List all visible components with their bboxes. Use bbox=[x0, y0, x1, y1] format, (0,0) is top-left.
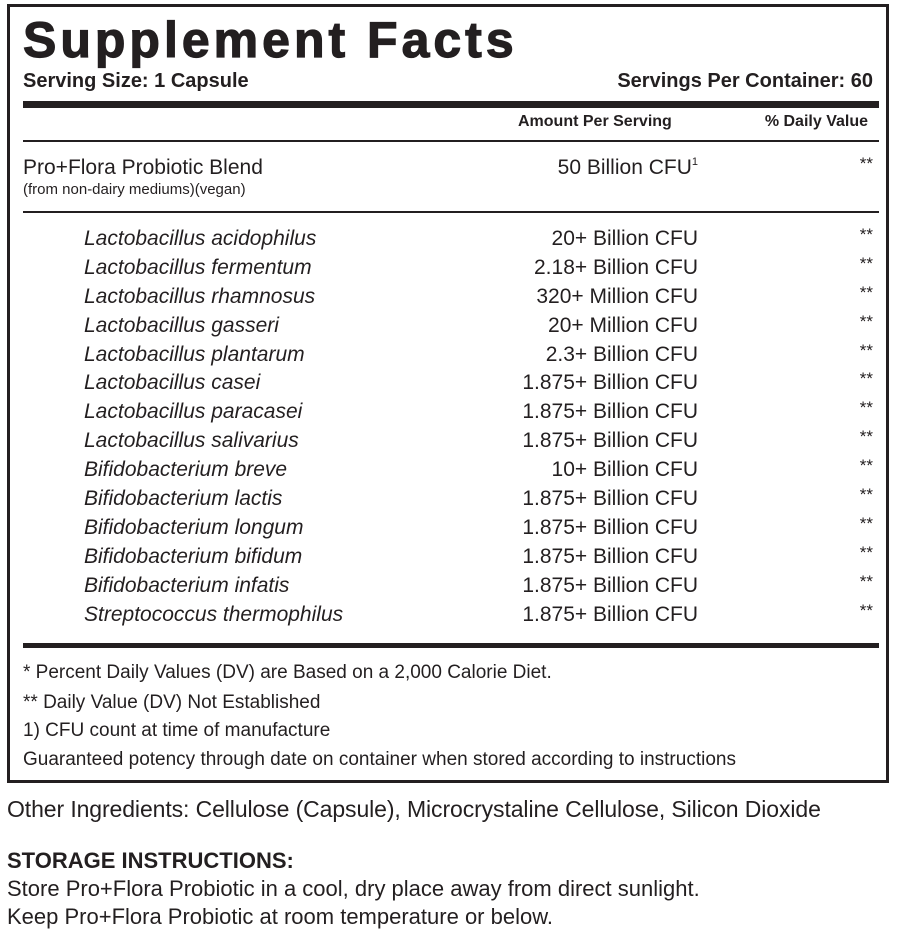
ingredient-daily-value: ** bbox=[859, 542, 873, 562]
ingredient-amount: 1.875+ Billion CFU bbox=[522, 515, 698, 539]
blend-name: Pro+Flora Probiotic Blend bbox=[23, 156, 263, 179]
blend-footnote-mark: 1 bbox=[691, 156, 698, 168]
serving-size: Serving Size: 1 Capsule bbox=[23, 70, 249, 92]
divider-thin bbox=[23, 140, 879, 142]
ingredient-daily-value: ** bbox=[859, 456, 873, 476]
divider-thin bbox=[23, 211, 879, 213]
panel-title: Supplement Facts bbox=[23, 12, 518, 68]
ingredient-daily-value: ** bbox=[859, 311, 873, 331]
ingredient-amount: 1.875+ Billion CFU bbox=[522, 573, 698, 597]
ingredient-daily-value: ** bbox=[859, 340, 873, 360]
ingredient-amount: 2.18+ Billion CFU bbox=[534, 255, 698, 279]
ingredient-row bbox=[10, 400, 886, 429]
ingredient-name: Bifidobacterium bifidum bbox=[84, 544, 303, 568]
blend-amount-value: 50 Billion CFU bbox=[557, 156, 692, 179]
ingredient-row bbox=[10, 340, 886, 372]
ingredient-row bbox=[10, 371, 886, 400]
ingredient-row bbox=[10, 253, 886, 285]
ingredient-name: Lactobacillus paracasei bbox=[84, 400, 303, 424]
ingredient-name: Bifidobacterium breve bbox=[84, 458, 288, 482]
ingredient-daily-value: ** bbox=[859, 571, 873, 591]
ingredient-amount: 2.3+ Billion CFU bbox=[545, 342, 698, 366]
ingredient-amount: 10+ Billion CFU bbox=[551, 458, 698, 482]
ingredient-row bbox=[10, 513, 886, 545]
ingredient-name: Lactobacillus gasseri bbox=[84, 313, 279, 337]
ingredient-daily-value: ** bbox=[859, 513, 873, 533]
ingredient-list bbox=[10, 227, 886, 631]
ingredient-amount: 1.875+ Billion CFU bbox=[522, 371, 698, 395]
ingredient-name: Bifidobacterium lactis bbox=[84, 487, 283, 511]
ingredient-row bbox=[10, 311, 886, 343]
storage-instruction: Store Pro+Flora Probiotic in a cool, dry place away from direct sunlight. bbox=[7, 876, 700, 901]
ingredient-row bbox=[10, 282, 886, 314]
other-ingredients: Other Ingredients: Cellulose (Capsule), Microcrystaline Cellulose, Silicon Dioxide bbox=[7, 796, 821, 822]
ingredient-name: Lactobacillus rhamnosus bbox=[84, 284, 316, 308]
footnote-daily-values: * Percent Daily Values (DV) are Based on a 2,000 Calorie Diet. bbox=[23, 662, 552, 683]
ingredient-daily-value: ** bbox=[859, 427, 873, 447]
ingredient-amount: 320+ Million CFU bbox=[536, 284, 698, 308]
ingredient-daily-value: ** bbox=[859, 600, 873, 620]
ingredient-daily-value: ** bbox=[859, 282, 873, 302]
ingredient-row bbox=[10, 571, 886, 603]
ingredient-amount: 20+ Million CFU bbox=[548, 313, 698, 337]
ingredient-row bbox=[10, 429, 886, 458]
ingredient-amount: 1.875+ Billion CFU bbox=[522, 400, 698, 424]
ingredient-name: Streptococcus thermophilus bbox=[84, 602, 344, 626]
blend-daily-value: ** bbox=[859, 154, 873, 173]
ingredient-daily-value: ** bbox=[859, 485, 873, 505]
storage-instruction: Keep Pro+Flora Probiotic at room temperature or below. bbox=[7, 904, 553, 929]
ingredient-name: Bifidobacterium infatis bbox=[84, 573, 290, 597]
ingredient-amount: 1.875+ Billion CFU bbox=[522, 429, 698, 453]
ingredient-row bbox=[10, 542, 886, 574]
ingredient-daily-value: ** bbox=[859, 369, 873, 389]
ingredient-row bbox=[10, 227, 886, 256]
ingredient-name: Lactobacillus casei bbox=[84, 371, 261, 395]
ingredient-daily-value: ** bbox=[859, 253, 873, 273]
column-header-amount: Amount Per Serving bbox=[518, 113, 672, 130]
ingredient-amount: 1.875+ Billion CFU bbox=[522, 602, 698, 626]
blend-amount bbox=[558, 156, 698, 180]
storage-heading: STORAGE INSTRUCTIONS: bbox=[7, 848, 294, 873]
ingredient-amount: 20+ Billion CFU bbox=[551, 227, 698, 250]
ingredient-amount: 1.875+ Billion CFU bbox=[522, 544, 698, 568]
ingredient-name: Lactobacillus plantarum bbox=[84, 342, 305, 366]
ingredient-name: Lactobacillus fermentum bbox=[84, 255, 312, 279]
divider-thick bbox=[23, 101, 879, 108]
footnote-guaranteed-potency: Guaranteed potency through date on container when stored according to instructions bbox=[23, 749, 736, 770]
footnote-not-established: ** Daily Value (DV) Not Established bbox=[23, 692, 321, 713]
blend-subtitle: (from non-dairy mediums)(vegan) bbox=[23, 181, 246, 198]
supplement-facts-panel bbox=[7, 4, 889, 783]
ingredient-daily-value: ** bbox=[859, 225, 873, 244]
ingredient-row bbox=[10, 487, 886, 516]
ingredient-daily-value: ** bbox=[859, 398, 873, 418]
ingredient-row bbox=[10, 458, 886, 487]
divider-thick bbox=[23, 643, 879, 648]
ingredient-name: Lactobacillus salivarius bbox=[84, 429, 299, 453]
ingredient-name: Lactobacillus acidophilus bbox=[84, 227, 317, 250]
servings-per-container: Servings Per Container: 60 bbox=[617, 70, 873, 92]
ingredient-name: Bifidobacterium longum bbox=[84, 515, 304, 539]
ingredient-row bbox=[10, 600, 886, 632]
footnote-cfu-count: 1) CFU count at time of manufacture bbox=[23, 720, 331, 741]
ingredient-amount: 1.875+ Billion CFU bbox=[522, 487, 698, 511]
column-header-daily-value: % Daily Value bbox=[764, 113, 868, 130]
